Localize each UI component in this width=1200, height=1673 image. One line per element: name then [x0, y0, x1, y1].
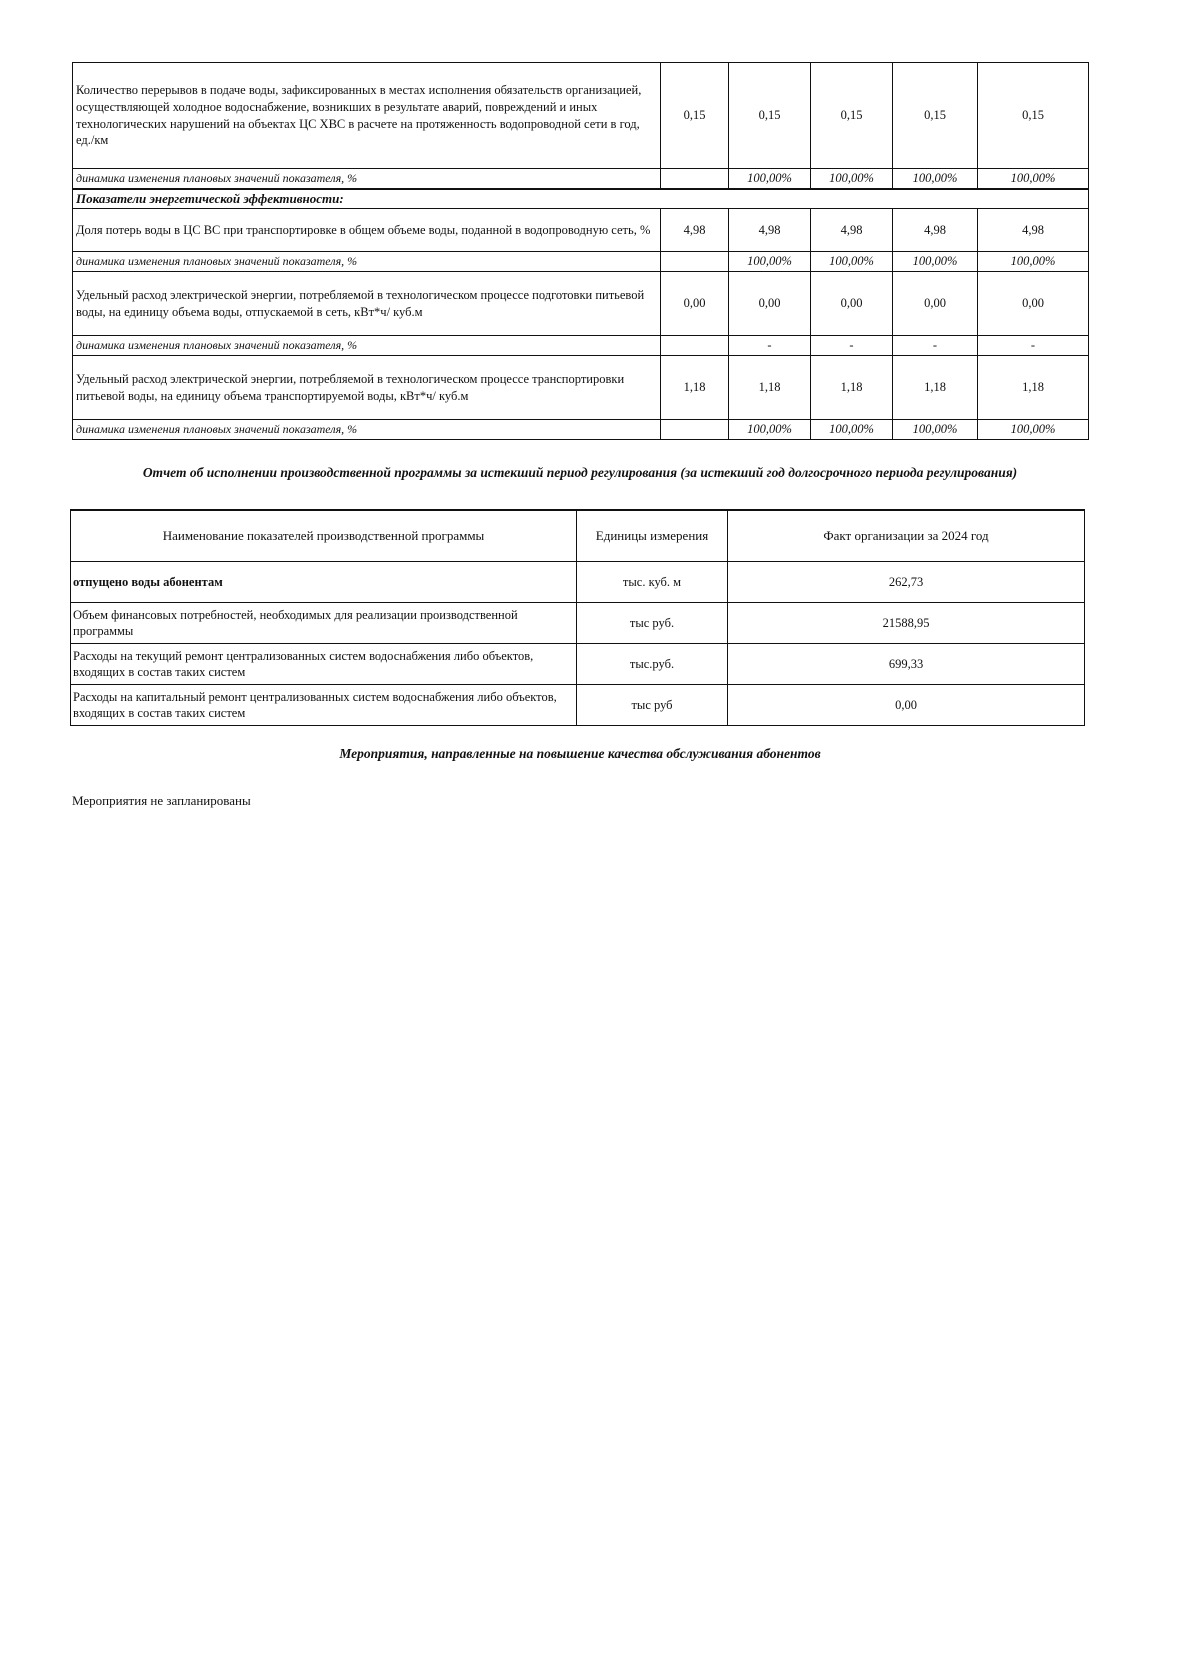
indicator-value: 0,15 — [978, 63, 1089, 169]
table-section-row — [73, 189, 1089, 209]
dynamics-value: 100,00% — [893, 252, 978, 272]
dynamics-value: 100,00% — [893, 420, 978, 440]
column-header: Факт организации за 2024 год — [728, 510, 1085, 562]
indicator-value: 0,15 — [893, 63, 978, 169]
indicator-name: Доля потерь воды в ЦС ВС при транспортировке в общем объеме воды, поданной в водопроводную сеть, % — [73, 209, 661, 252]
indicator-value: 4,98 — [729, 209, 811, 252]
dynamics-value — [661, 252, 729, 272]
indicator-value: 0,15 — [729, 63, 811, 169]
dynamics-label: динамика изменения плановых значений показателя, % — [73, 420, 661, 440]
program-fact: 21588,95 — [728, 603, 1085, 644]
program-unit: тыс.руб. — [577, 644, 728, 685]
indicator-value: 4,98 — [978, 209, 1089, 252]
dynamics-value: - — [978, 336, 1089, 356]
dynamics-label: динамика изменения плановых значений показателя, % — [73, 252, 661, 272]
dynamics-label: динамика изменения плановых значений показателя, % — [73, 169, 661, 189]
indicator-value: 0,00 — [729, 272, 811, 336]
program-indicator-name: Объем финансовых потребностей, необходимых для реализации производственной программы — [71, 603, 577, 644]
indicator-value: 1,18 — [893, 356, 978, 420]
dynamics-value: - — [811, 336, 893, 356]
dynamics-value: 100,00% — [729, 420, 811, 440]
indicator-value: 1,18 — [978, 356, 1089, 420]
dynamics-value: 100,00% — [729, 252, 811, 272]
table-row — [73, 356, 1089, 420]
indicator-value: 0,15 — [811, 63, 893, 169]
indicator-value: 1,18 — [661, 356, 729, 420]
dynamics-value: 100,00% — [978, 420, 1089, 440]
indicator-name: Удельный расход электрической энергии, потребляемой в технологическом процессе транспортировки питьевой воды, на единицу объема транспортируемой воды, кВт*ч/ куб.м — [73, 356, 661, 420]
indicator-value: 0,15 — [661, 63, 729, 169]
dynamics-value: 100,00% — [978, 169, 1089, 189]
program-indicator-name: Расходы на капитальный ремонт централизованных систем водоснабжения либо объектов, входящих в состав таких систем — [71, 685, 577, 726]
production-program-table — [70, 509, 1085, 726]
table-row — [73, 252, 1089, 272]
table-row — [73, 336, 1089, 356]
table-row — [71, 685, 1085, 726]
report-title: Отчет об исполнении производственной программы за истекший период регулирования (за истекший год долгосрочного периода регулирования) — [142, 465, 1018, 480]
indicator-value: 0,00 — [893, 272, 978, 336]
dynamics-label: динамика изменения плановых значений показателя, % — [73, 336, 661, 356]
dynamics-value: - — [893, 336, 978, 356]
dynamics-value: 100,00% — [811, 252, 893, 272]
indicator-value: 4,98 — [893, 209, 978, 252]
column-header: Единицы измерения — [577, 510, 728, 562]
dynamics-value: 100,00% — [811, 169, 893, 189]
indicator-value: 0,00 — [978, 272, 1089, 336]
dynamics-value — [661, 420, 729, 440]
table-row — [71, 562, 1085, 603]
table-row — [73, 420, 1089, 440]
program-fact: 262,73 — [728, 562, 1085, 603]
indicator-value: 1,18 — [729, 356, 811, 420]
column-header: Наименование показателей производственной программы — [71, 510, 577, 562]
measures-title: Мероприятия, направленные на повышение качества обслуживания абонентов — [339, 746, 821, 761]
indicator-value: 4,98 — [811, 209, 893, 252]
program-fact: 0,00 — [728, 685, 1085, 726]
indicator-value: 1,18 — [811, 356, 893, 420]
table-row — [73, 169, 1089, 189]
table-header-row — [71, 510, 1085, 562]
dynamics-value — [661, 336, 729, 356]
measures-text: Мероприятия не запланированы — [72, 793, 251, 808]
program-indicator-name: Расходы на текущий ремонт централизованных систем водоснабжения либо объектов, входящих в состав таких систем — [71, 644, 577, 685]
program-fact: 699,33 — [728, 644, 1085, 685]
program-unit: тыс. куб. м — [577, 562, 728, 603]
dynamics-value: 100,00% — [978, 252, 1089, 272]
program-indicator-name: отпущено воды абонентам — [71, 562, 577, 603]
dynamics-value: 100,00% — [893, 169, 978, 189]
table-row — [73, 209, 1089, 252]
table-row — [71, 603, 1085, 644]
indicators-table — [72, 62, 1089, 440]
program-unit: тыс руб. — [577, 603, 728, 644]
dynamics-value: 100,00% — [729, 169, 811, 189]
dynamics-value: 100,00% — [811, 420, 893, 440]
indicator-value: 0,00 — [811, 272, 893, 336]
indicator-name: Удельный расход электрической энергии, потребляемой в технологическом процессе подготовки питьевой воды, на единицу объема воды, отпускаемой в сеть, кВт*ч/ куб.м — [73, 272, 661, 336]
dynamics-value: - — [729, 336, 811, 356]
table-row — [73, 272, 1089, 336]
dynamics-value — [661, 169, 729, 189]
indicator-name: Количество перерывов в подаче воды, зафиксированных в местах исполнения обязательств организацией, осуществляющей холодное водоснабжение, возникших в результате аварий, повреждений и иных технологических нарушений на объектах ЦС ХВС в расчете на протяженность водопроводной сети в год, ед./км — [73, 63, 661, 169]
program-unit: тыс руб — [577, 685, 728, 726]
indicator-value: 4,98 — [661, 209, 729, 252]
table-row — [71, 644, 1085, 685]
table-row — [73, 63, 1089, 169]
indicator-value: 0,00 — [661, 272, 729, 336]
section-title: Показатели энергетической эффективности: — [73, 189, 1089, 209]
